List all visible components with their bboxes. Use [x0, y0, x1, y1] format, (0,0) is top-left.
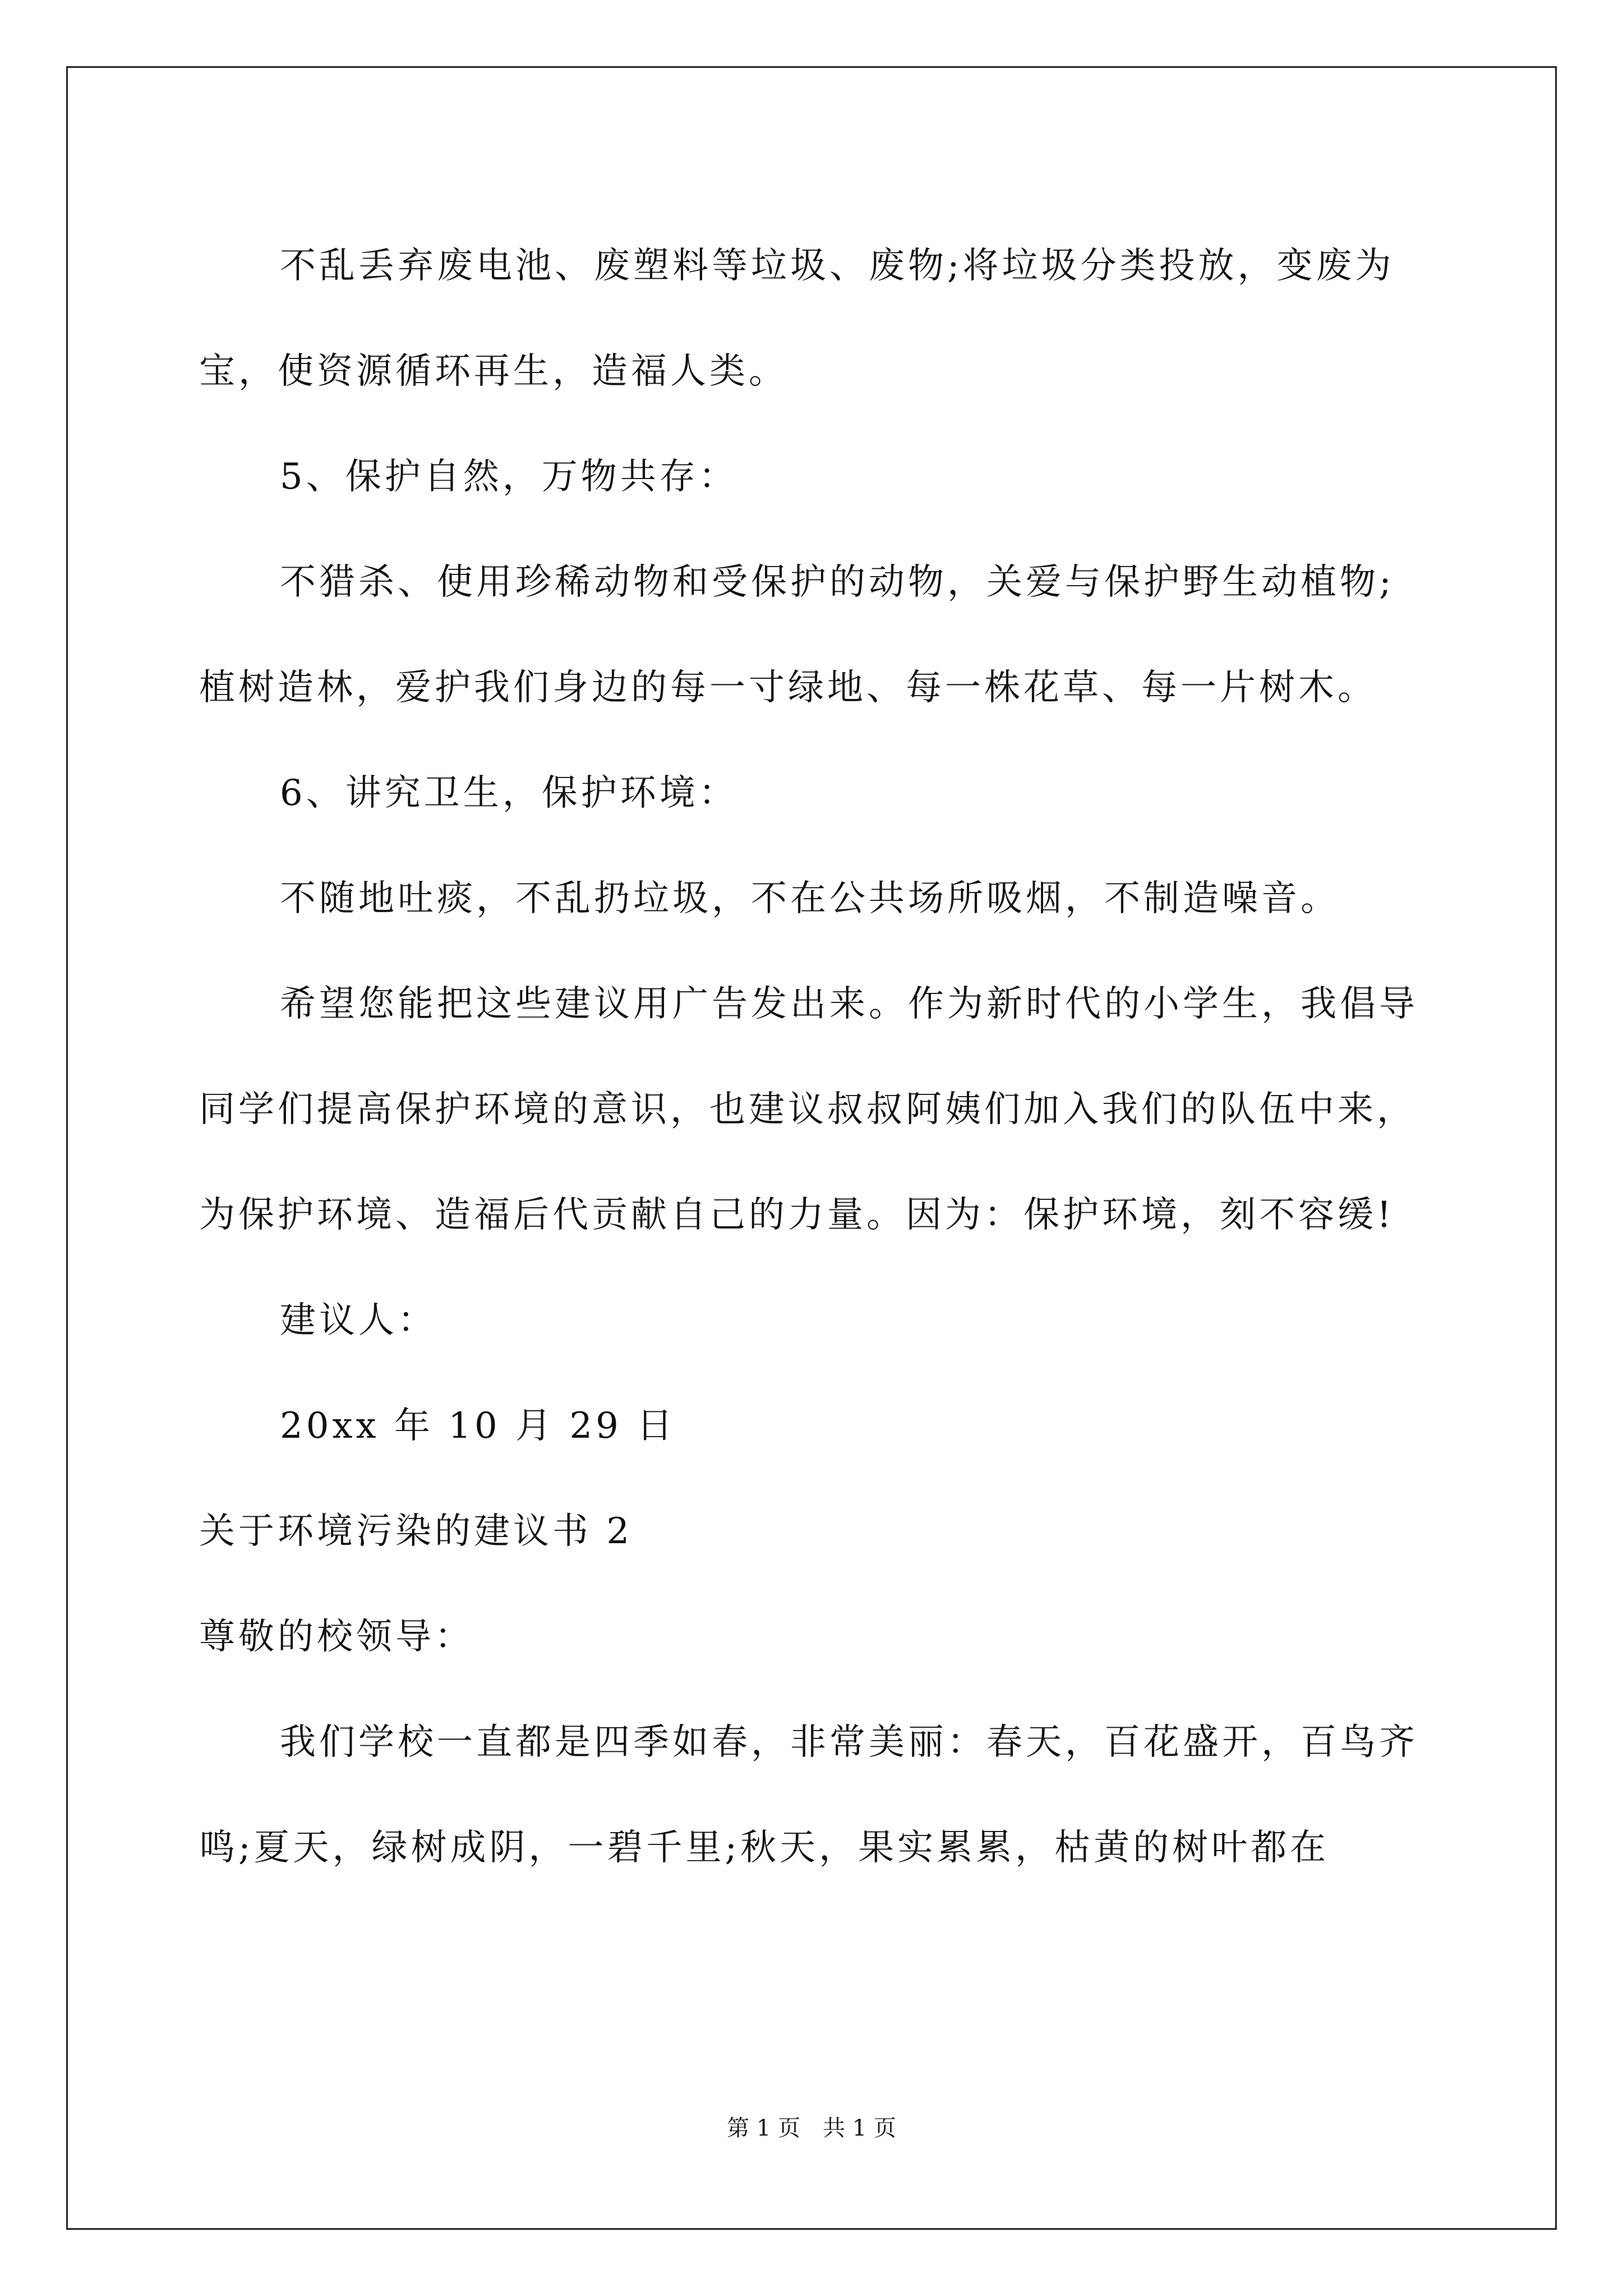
signature-label: 建议人： [280, 1300, 437, 1341]
paragraph-waste-sorting: 不乱丢弃废电池、废塑料等垃圾、废物;将垃圾分类投放，变废为宝，使资源循环再生，造福人类。 [199, 245, 1395, 392]
heading-item-5: 5、保护自然，万物共存： [280, 456, 738, 498]
paragraph-closing-appeal: 希望您能把这些建议用广告发出来。作为新时代的小学生，我倡导同学们提高保护环境的意识，也建议叔叔阿姨们加入我们的队伍中来，为保护环境、造福后代贡献自己的力量。因为：保护环境，刻不容缓! [199, 983, 1418, 1236]
paragraph-protect-wildlife: 不猎杀、使用珍稀动物和受保护的动物，关爱与保护野生动植物;植树造林，爱护我们身边的每一寸绿地、每一株花草、每一片树木。 [199, 562, 1395, 708]
salutation: 尊敬的校领导： [199, 1616, 474, 1658]
document-title-2: 关于环境污染的建议书 2 [199, 1511, 633, 1552]
document-body [199, 213, 1433, 1901]
paragraph-school-seasons: 我们学校一直都是四季如春，非常美丽：春天，百花盛开，百鸟齐鸣;夏天，绿树成阴，一碧千里;秋天，果实累累，枯黄的树叶都在 [199, 1722, 1418, 1869]
paragraph-hygiene: 不随地吐痰，不乱扔垃圾，不在公共场所吸烟，不制造噪音。 [280, 878, 1340, 919]
date-line: 20xx 年 10 月 29 日 [280, 1405, 676, 1447]
page-number: 第 1 页 共 1 页 [727, 2115, 896, 2141]
heading-item-6: 6、讲究卫生，保护环境： [280, 772, 738, 814]
